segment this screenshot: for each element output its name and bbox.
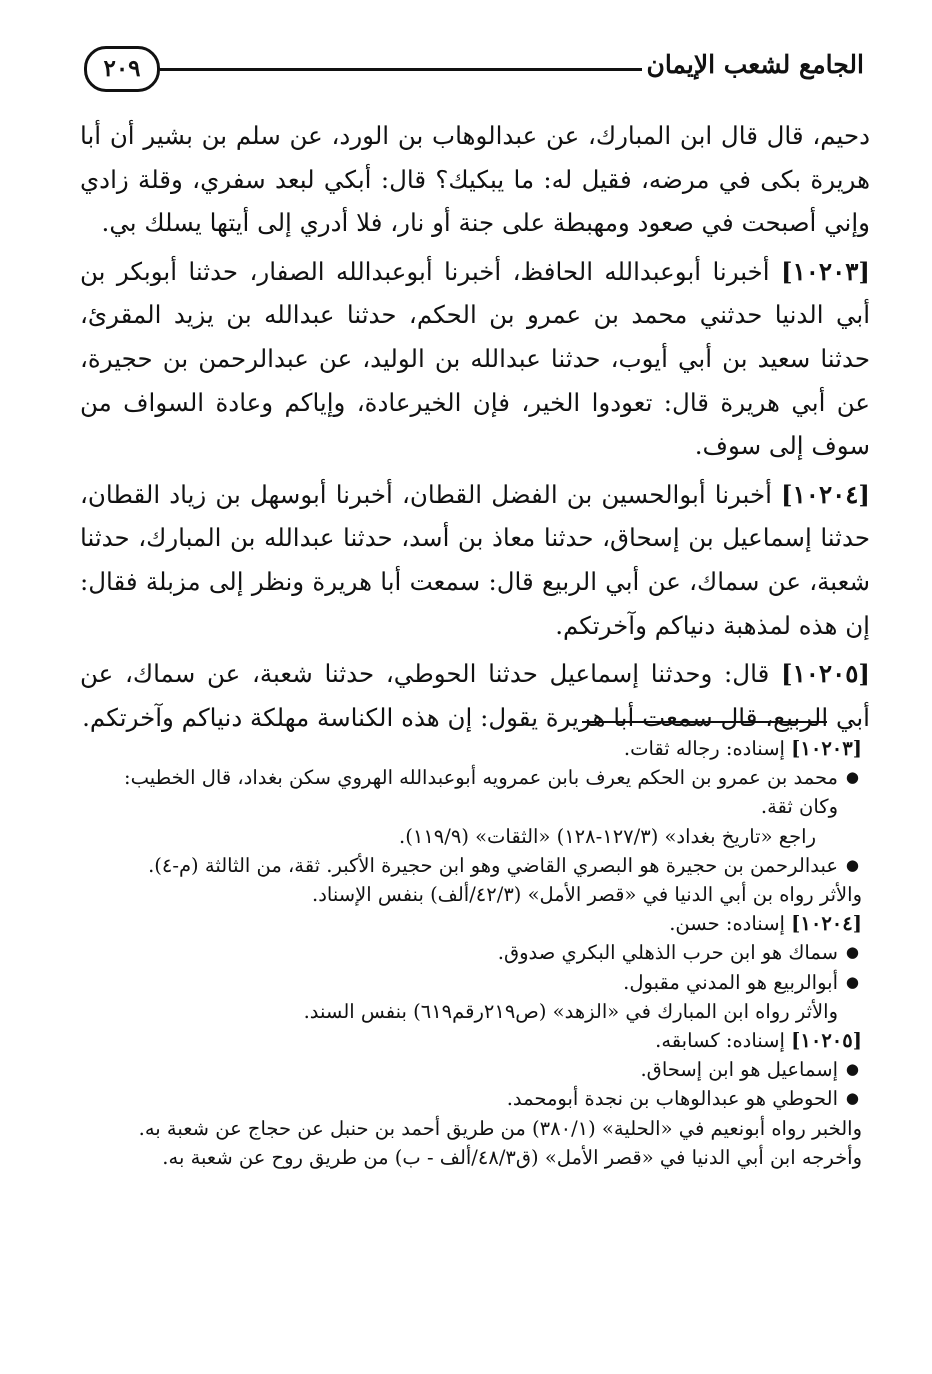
note-bullet	[82, 1084, 862, 1113]
note-heading	[82, 734, 862, 763]
note-line	[82, 880, 862, 909]
hadith-number: [١٠٢٠٤]	[781, 479, 871, 509]
note-text: وأخرجه ابن أبي الدنيا في «قصر الأمل» (ق٤٨/٣/ألف - ب) من طريق روح عن شعبة به.	[162, 1145, 862, 1169]
note-bullet	[82, 938, 862, 967]
note-line	[82, 1114, 862, 1143]
note-line	[82, 997, 862, 1026]
note-bullet	[82, 851, 862, 880]
note-text: الحوطي هو عبدالوهاب بن نجدة أبومحمد.	[506, 1087, 838, 1111]
paragraph-text: أخبرنا أبوعبدالله الحافظ، أخبرنا أبوعبدالله الصفار، حدثنا أبوبكر بن أبي الدنيا حدثني محمد بن عمرو بن الحكم، حدثنا عبدالله بن يزيد المقرئ، حدثنا سعيد بن أبي أيوب، حدثنا عبدالله بن الوليد، عن عبدالرحمن بن حجيرة، عن أبي هريرة قال: تعودوا الخير، فإن الخيرعادة، وإياكم وعادة السواف من سوف إلى سوف.	[80, 256, 870, 461]
paragraph-10205	[80, 652, 870, 739]
main-text	[80, 114, 870, 744]
note-text: والأثر رواه ابن المبارك في «الزهد» (ص٢١٩رقم٦١٩) بنفس السند.	[303, 999, 838, 1023]
note-heading	[82, 1026, 862, 1055]
note-ref: [١٠٢٠٤]	[791, 912, 862, 936]
note-text: إسماعيل هو ابن إسحاق.	[640, 1058, 838, 1082]
page-header	[84, 42, 864, 100]
note-ref: [١٠٢٠٣]	[791, 737, 862, 760]
hadith-number: [١٠٢٠٣]	[781, 256, 870, 286]
notes-section	[82, 734, 862, 1172]
hadith-number: [١٠٢٠٥]	[781, 659, 870, 689]
paragraph-10203	[80, 250, 870, 468]
bullet-icon: ●	[845, 768, 859, 787]
note-title: إسناده: حسن.	[669, 912, 785, 936]
note-heading	[82, 909, 862, 938]
paragraph-10204	[80, 473, 870, 647]
note-text: والأثر رواه بن أبي الدنيا في «قصر الأمل» (٤٢/٣/ألف) بنفس الإسناد.	[312, 883, 862, 907]
note-ref: [١٠٢٠٥]	[791, 1029, 862, 1053]
bullet-icon: ●	[845, 1089, 859, 1108]
note-title: إسناده: رجاله ثقات.	[623, 737, 785, 760]
bullet-icon: ●	[845, 972, 859, 991]
header-rule	[160, 68, 642, 71]
note-bullet	[82, 1055, 862, 1084]
note-text: محمد بن عمرو بن الحكم يعرف بابن عمرويه أبوعبدالله الهروي سكن بغداد، قال الخطيب: وكان ثقة.	[124, 766, 838, 819]
paragraph-text: قال: وحدثنا إسماعيل حدثنا الحوطي، حدثنا شعبة، عن سماك، عن أبي الربيع، قال سمعت أبا هريرة يقول: إن هذه الكناسة مهلكة دنياكم وآخرتكم.	[80, 659, 870, 732]
note-bullet	[82, 968, 862, 997]
note-line	[82, 1143, 862, 1172]
note-text: والخبر رواه أبونعيم في «الحلية» (٣٨٠/١) من طريق أحمد بن حنبل عن حجاج عن شعبة به.	[138, 1116, 862, 1140]
note-text: راجع «تاريخ بغداد» (١٢٧/٣-١٢٨) «الثقات» (١١٩/٩).	[399, 824, 816, 848]
running-title: الجامع لشعب الإيمان	[646, 50, 864, 79]
note-text: أبوالربيع هو المدني مقبول.	[623, 970, 838, 994]
footnote-separator	[582, 721, 827, 723]
bullet-icon: ●	[845, 943, 859, 962]
bullet-icon: ●	[845, 1060, 859, 1079]
note-bullet	[82, 763, 862, 821]
paragraph-text: دحيم، قال قال ابن المبارك، عن عبدالوهاب بن الورد، عن سلم بن بشير أن أبا هريرة بكى في مرضه، فقيل له: ما يبكيك؟ قال: أبكي لبعد سفري، وقلة زادي وإني أصبحت في صعود ومهبطة على جنة أو نار، فلا أدري إلى أيتها يسلك بي.	[80, 121, 870, 238]
paragraph-text: أخبرنا أبوالحسين بن الفضل القطان، أخبرنا أبوسهل بن زياد القطان، حدثنا إسماعيل بن إسحاق، حدثنا معاذ بن أسد، حدثنا عبدالله بن المبارك، حدثنا شعبة، عن سماك، عن أبي الربيع قال: سمعت أبا هريرة ونظر إلى مزبلة فقال: إن هذه لمذهبة دنياكم وآخرتكم.	[80, 479, 870, 640]
note-text: سماك هو ابن حرب الذهلي البكري صدوق.	[497, 941, 838, 965]
note-title: إسناده: كسابقه.	[655, 1029, 785, 1053]
bullet-icon: ●	[845, 855, 859, 874]
paragraph-continuation	[80, 114, 870, 245]
note-reference-line	[82, 822, 862, 851]
page-number: ٢٠٩	[84, 46, 160, 92]
note-text: عبدالرحمن بن حجيرة هو البصري القاضي وهو ابن حجيرة الأكبر. ثقة، من الثالثة (م-٤).	[148, 853, 838, 877]
